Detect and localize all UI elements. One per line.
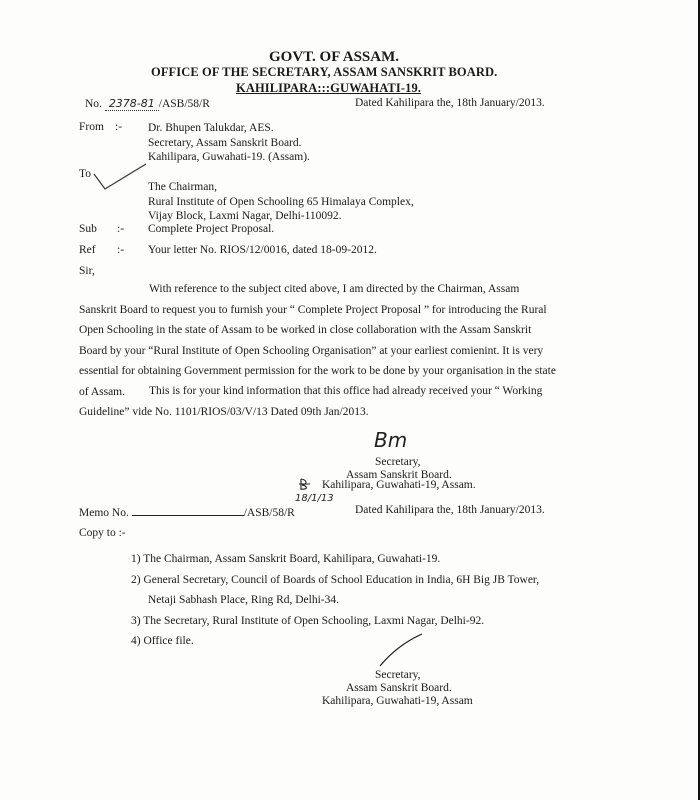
paragraph-line: essential for obtaining Government permission for the work to be done by your organisation in the state bbox=[79, 365, 556, 377]
paragraph-line: Board by your “Rural Institute of Open Schooling Organisation” at your earliest comienint. It is very bbox=[79, 344, 544, 357]
paragraph-line: Open Schooling in the state of Assam to be worked in close collaboration with the Assam Sanskrit bbox=[79, 324, 532, 336]
copy-to-item: 3) The Secretary, Rural Institute of Open Schooling, Laxmi Nagar, Delhi-92. bbox=[131, 614, 485, 627]
from-sep: :- bbox=[115, 121, 123, 133]
body-paragraph-2 bbox=[79, 381, 577, 422]
from-block bbox=[148, 121, 310, 165]
checkmark-icon bbox=[92, 162, 148, 192]
signature-address: Kahilipara, Guwahati-19, Assam. bbox=[322, 479, 476, 491]
copy-to-item: 1) The Chairman, Assam Sanskrit Board, Kahilipara, Guwahati-19. bbox=[131, 553, 441, 565]
to-block bbox=[148, 180, 414, 224]
copy-to-item: 2) General Secretary, Council of Boards of School Education in India, 6H Big JB Tower, bbox=[131, 573, 540, 586]
memo-label: Memo No. bbox=[79, 507, 129, 519]
copy-to-item: 4) Office file. bbox=[131, 635, 194, 647]
signature-office: Assam Sanskrit Board. bbox=[346, 469, 452, 481]
signature-stroke-icon bbox=[378, 632, 424, 668]
subject-sep: :- bbox=[117, 223, 125, 235]
number-label: No. bbox=[85, 98, 102, 110]
signature2-title: Secretary, bbox=[375, 669, 421, 681]
memo-suffix: /ASB/58/R bbox=[243, 507, 295, 519]
memo-line bbox=[79, 504, 295, 519]
signature-title: Secretary, bbox=[375, 456, 421, 468]
office-heading: OFFICE OF THE SECRETARY, ASSAM SANSKRIT BOARD. bbox=[151, 65, 498, 79]
copy-to-label: Copy to :- bbox=[79, 527, 126, 539]
paragraph-line: With reference to the subject cited above, I am directed by the Chairman, Assam bbox=[149, 283, 520, 295]
paragraph-line: This is for your kind information that this office had already received your “ Working bbox=[149, 385, 543, 397]
number-handwritten: 2378-81 bbox=[105, 97, 159, 111]
initial-mark-icon bbox=[298, 477, 312, 491]
letter-date: Dated Kahilipara the, 18th January/2013. bbox=[355, 97, 545, 109]
paragraph-line: Guideline” vide No. 1101/RIOS/03/V/13 Dated 09th Jan/2013. bbox=[79, 405, 369, 418]
salutation: Sir, bbox=[79, 265, 95, 277]
paragraph-line: of Assam. bbox=[79, 385, 125, 398]
reference-text: Your letter No. RIOS/12/0016, dated 18-09-2012. bbox=[148, 244, 377, 256]
signature2-office: Assam Sanskrit Board. bbox=[346, 682, 452, 694]
office-address: KAHILIPARA:::GUWAHATI-19. bbox=[236, 81, 422, 95]
govt-heading: GOVT. OF ASSAM. bbox=[269, 49, 400, 65]
paragraph-line: Sanskrit Board to request you to furnish your “ Complete Project Proposal ” for introducing the Rural bbox=[79, 303, 547, 316]
handwritten-date: 18/1/13 bbox=[295, 493, 334, 504]
memo-date: Dated Kahilipara the, 18th January/2013. bbox=[355, 504, 545, 516]
signature-scribble: Bm bbox=[374, 428, 408, 452]
from-line: Secretary, Assam Sanskrit Board. bbox=[148, 136, 302, 149]
to-line: Rural Institute of Open Schooling 65 Himalaya Complex, bbox=[148, 195, 414, 208]
subject-text: Complete Project Proposal. bbox=[148, 223, 275, 235]
signature2-address: Kahilipara, Guwahati-19, Assam bbox=[322, 695, 473, 707]
letter-number bbox=[85, 97, 210, 111]
to-line: Vijay Block, Laxmi Nagar, Delhi-110092. bbox=[148, 210, 342, 222]
from-label: From bbox=[79, 121, 104, 133]
from-line: Dr. Bhupen Talukdar, AES. bbox=[148, 122, 274, 134]
number-suffix: /ASB/58/R bbox=[158, 98, 210, 110]
to-line: The Chairman, bbox=[148, 181, 217, 193]
to-label: To bbox=[79, 168, 91, 180]
reference-sep: :- bbox=[117, 244, 125, 256]
copy-to-list bbox=[131, 549, 539, 652]
from-line: Kahilipara, Guwahati-19. (Assam). bbox=[148, 151, 310, 163]
copy-to-item-cont: Netaji Sabhash Place, Ring Rd, Delhi-34. bbox=[148, 594, 339, 606]
subject-label: Sub bbox=[79, 223, 97, 235]
reference-label: Ref bbox=[79, 244, 96, 256]
memo-number-blank bbox=[132, 504, 244, 516]
